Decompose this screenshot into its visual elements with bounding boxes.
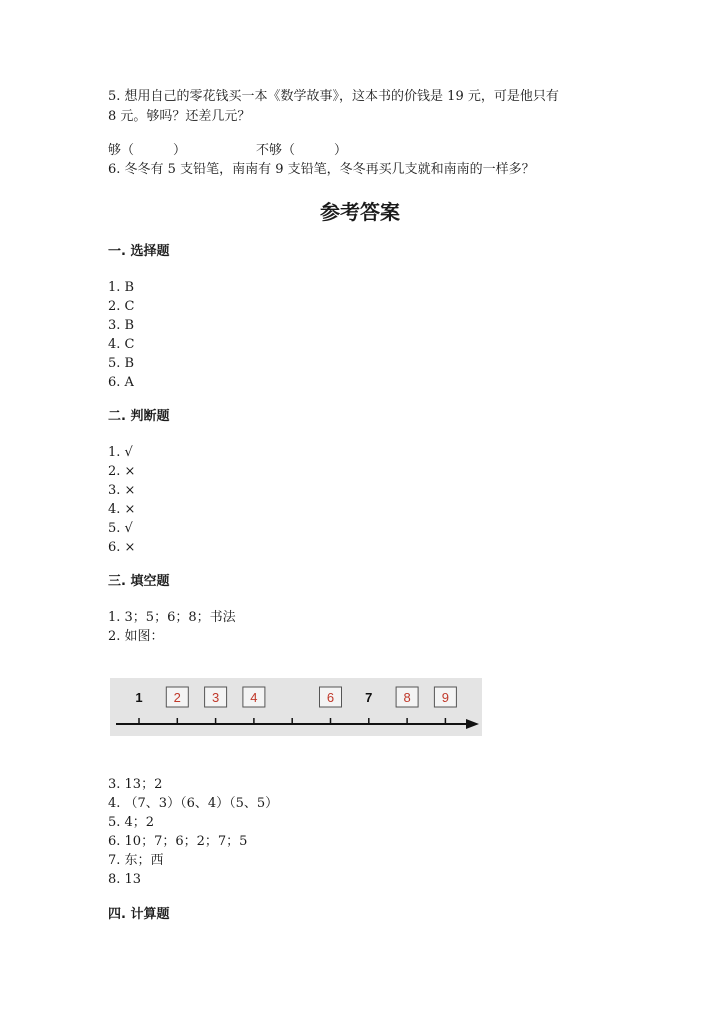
number-line-answer-label: 3 [211,690,220,705]
section-3-item: 7. 东；西 [108,853,164,868]
section-2-item: 1. √ [108,445,133,460]
section-3-item: 1. 3；5；6；8；书法 [108,610,236,625]
section-3-item: 2. 如图： [108,629,164,644]
section-1-item: 5. B [108,356,135,371]
answer-not-enough: 不够（ ） [256,143,348,158]
section-3-item: 4. （7、3）（6、4）（5、5） [108,796,279,811]
section-1-heading: 一. 选择题 [108,244,170,259]
number-line-figure [110,678,482,736]
answer-key-title: 参考答案 [320,200,400,224]
answer-enough: 够（ ） [108,143,187,158]
section-3-heading: 三. 填空题 [108,574,170,589]
section-2-item: 2. × [108,464,136,479]
number-line-svg [110,678,482,736]
number-line-answer-label: 9 [441,690,450,705]
section-2-item: 5. √ [108,521,133,536]
number-line-answer-label: 4 [250,690,258,705]
number-line-given-label: 7 [365,690,373,705]
section-3-item: 3. 13；2 [108,777,163,792]
section-2-item: 3. × [108,483,136,498]
question-5-line-1: 5. 想用自己的零花钱买一本《数学故事》，这本书的价钱是 19 元，可是他只有 [108,89,559,104]
question-5-line-2: 8 元。够吗？还差几元？ [108,109,251,124]
section-1-item: 3. B [108,318,135,333]
section-2-heading: 二. 判断题 [108,409,170,424]
section-1-item: 2. C [108,299,135,314]
section-3-item: 8. 13 [108,872,142,887]
section-1-item: 1. B [108,280,135,295]
number-line-answer-label: 8 [403,690,411,705]
section-4-heading: 四. 计算题 [108,907,170,922]
question-6: 6. 冬冬有 5 支铅笔，南南有 9 支铅笔，冬冬再买几支就和南南的一样多？ [108,162,535,177]
section-1-item: 6. A [108,375,134,390]
number-line-answer-label: 2 [173,690,181,705]
section-2-item: 6. × [108,540,136,555]
section-3-item: 5. 4；2 [108,815,155,830]
number-line-given-label: 1 [135,690,143,705]
section-3-item: 6. 10；7；6；2；7；5 [108,834,248,849]
number-line-answer-label: 6 [326,690,335,705]
section-1-item: 4. C [108,337,135,352]
section-2-item: 4. × [108,502,136,517]
number-line-arrowhead [466,719,479,729]
